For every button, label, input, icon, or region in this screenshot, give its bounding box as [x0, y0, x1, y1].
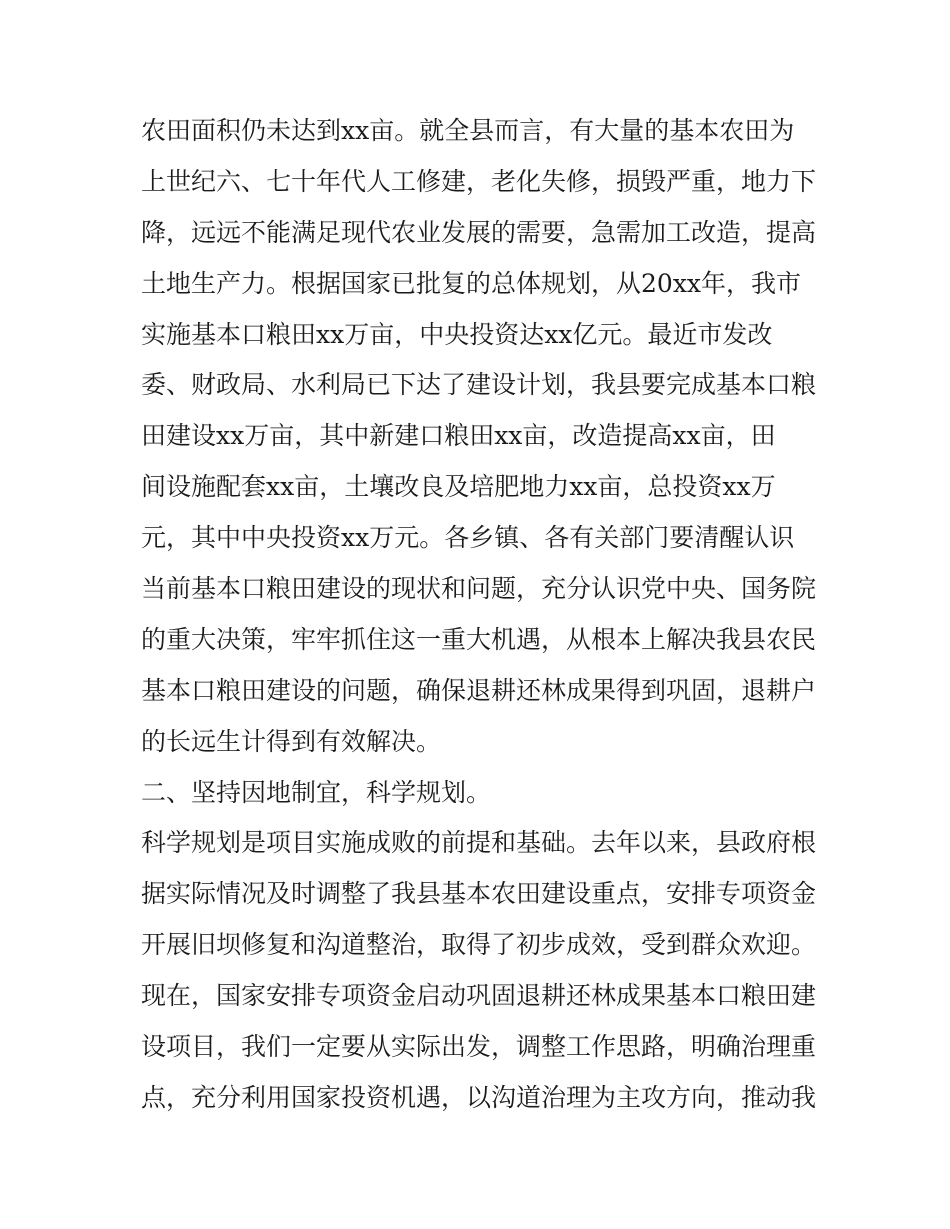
text-line: 基本口粮田建设的问题，确保退耕还林成果得到巩固，退耕户 — [141, 675, 817, 705]
text-line: 上世纪六、七十年代人工修建，老化失修，损毁严重，地力下 — [141, 166, 817, 196]
body-text — [141, 106, 821, 1124]
text-line: 的长远生计得到有效解决。 — [141, 726, 442, 756]
text-line: 的重大决策，牢牢抓住这一重大机遇，从根本上解决我县农民 — [141, 624, 817, 654]
text-line: 据实际情况及时调整了我县基本农田建设重点，安排专项资金 — [141, 879, 817, 909]
text-line: 元，其中中央投资xx万元。各乡镇、各有关部门要清醒认识 — [141, 523, 795, 553]
section-heading: 二、坚持因地制宜，科学规划。 — [141, 777, 492, 807]
text-line: 科学规划是项目实施成败的前提和基础。去年以来，县政府根 — [141, 828, 817, 858]
text-line: 委、财政局、水利局已下达了建设计划，我县要完成基本口粮 — [141, 370, 817, 400]
text-line: 田建设xx万亩，其中新建口粮田xx亩，改造提高xx亩，田 — [141, 421, 776, 451]
text-line: 当前基本口粮田建设的现状和问题，充分认识党中央、国务院 — [141, 574, 817, 604]
text-line: 实施基本口粮田xx万亩，中央投资达xx亿元。最近市发改 — [141, 319, 773, 349]
text-line: 农田面积仍未达到xx亩。就全县而言，有大量的基本农田为 — [141, 116, 795, 145]
text-line: 土地生产力。根据国家已批复的总体规划，从20xx年，我市 — [141, 268, 802, 298]
text-line: 开展旧坝修复和沟道整治，取得了初步成效，受到群众欢迎。 — [141, 930, 817, 960]
text-line: 现在，国家安排专项资金启动巩固退耕还林成果基本口粮田建 — [141, 981, 817, 1011]
text-line: 间设施配套xx亩，土壤改良及培肥地力xx亩，总投资xx万 — [141, 472, 776, 502]
text-line: 设项目，我们一定要从实际出发，调整工作思路，明确治理重 — [141, 1032, 817, 1062]
text-line: 降，远远不能满足现代农业发展的需要，急需加工改造，提高 — [141, 217, 817, 247]
text-line: 点，充分利用国家投资机遇，以沟道治理为主攻方向，推动我 — [141, 1082, 817, 1112]
